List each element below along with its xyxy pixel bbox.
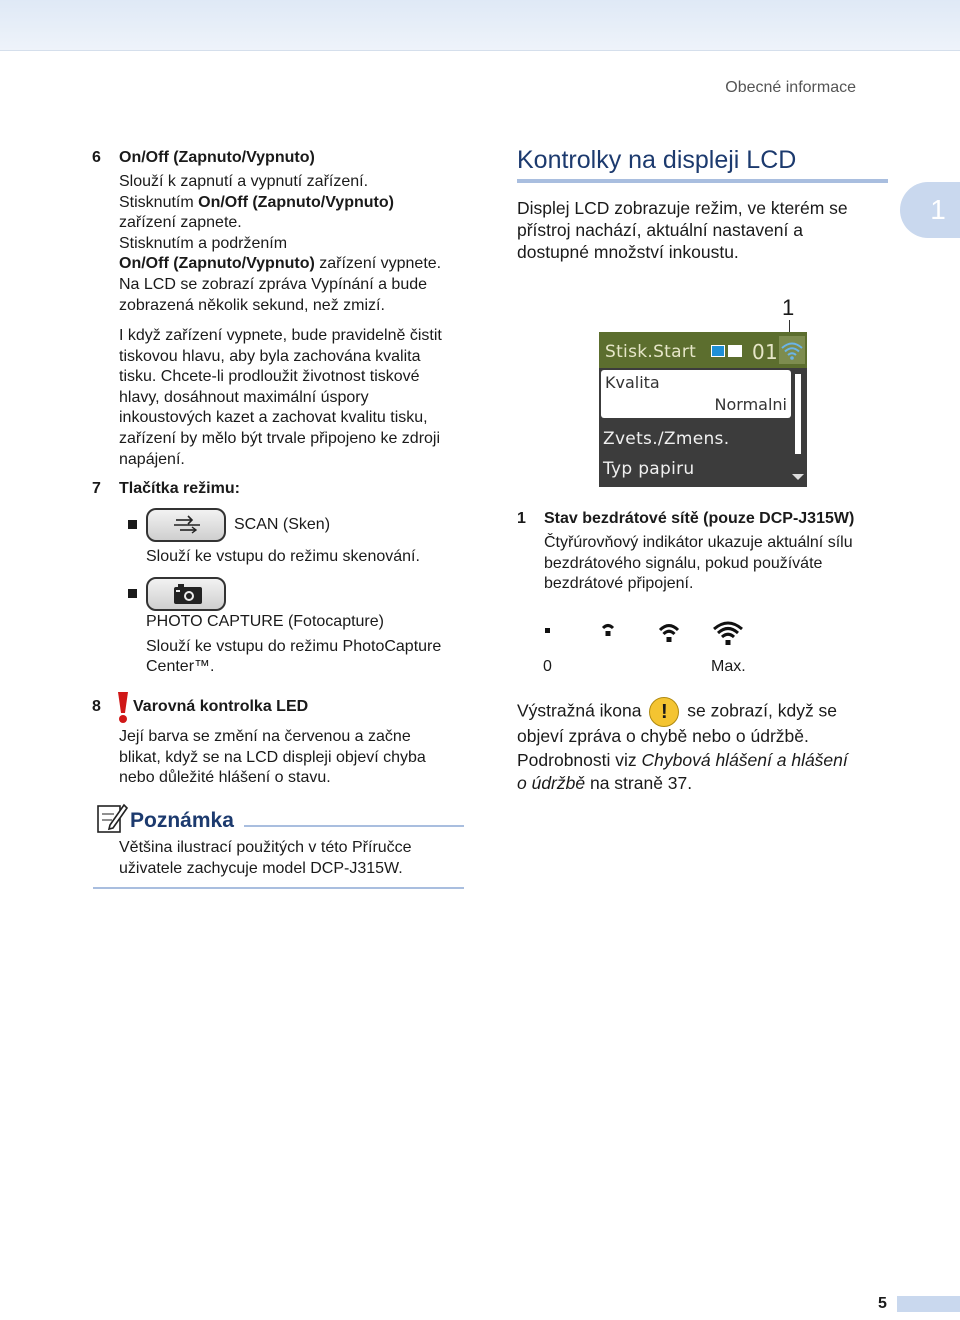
- lcd-menu-item: Typ papiru: [603, 459, 695, 479]
- warning-line: Výstražná ikona ! se zobrazí, když se: [517, 697, 848, 725]
- item-6-number: 6: [92, 149, 101, 166]
- item-1-body: Čtyřúrovňový indikátor ukazuje aktuální sílu bezdrátového signálu, pokud používáte bezdrátové připojení.: [544, 534, 853, 593]
- bullet-square: [128, 589, 137, 598]
- item-6-line: Slouží k zapnutí a vypnutí zařízení.: [119, 173, 369, 190]
- item-1-title: Stav bezdrátové sítě (pouze DCP-J315W): [544, 510, 855, 527]
- warning-line: Podrobnosti viz Chybová hlášení a hlášení: [517, 749, 848, 770]
- note-title-rule: [244, 825, 464, 827]
- chapter-tab: [900, 182, 960, 238]
- item-6-title: On/Off (Zapnuto/Vypnuto): [119, 149, 315, 166]
- signal-level-3-icon: [714, 623, 742, 645]
- item-7-number: 7: [92, 480, 101, 497]
- ink-black-indicator: [728, 345, 742, 357]
- warning-icon: !: [649, 697, 679, 727]
- scan-description: Slouží ke vstupu do režimu skenování.: [146, 548, 420, 565]
- lcd-row-label: Kvalita: [605, 373, 660, 392]
- scan-icon: [148, 510, 224, 540]
- item-6-line: zařízení zapnete.: [119, 214, 242, 232]
- item-6-line: zobrazená několik sekund, než zmizí.: [119, 296, 385, 314]
- item-6-paragraph: I když zařízení vypnete, bude pravidelně čistit tiskovou hlavu, aby byla zachována kvalita tisku. Chcete-li prodloužit životnost tiskové hlavy, dosáhnout maximální úspory inkoustových kazet a zachovat kvalitu tisku, zařízení by mělo být trvale připojeno ke zdroji napájení.: [119, 327, 442, 468]
- photo-capture-button: [146, 577, 226, 611]
- item-8-number: 8: [92, 698, 101, 715]
- lcd-scrollbar: [795, 374, 801, 454]
- photo-capture-label: PHOTO CAPTURE (Fotocapture): [146, 613, 384, 630]
- signal-levels: [542, 620, 752, 659]
- wifi-status-box: [779, 336, 805, 364]
- running-header: Obecné informace: [725, 79, 856, 96]
- pencil-note-icon: [96, 801, 128, 842]
- item-8-body: Její barva se změní na červenou a začne blikat, když se na LCD displeji objeví chyba nebo důležité hlášení o stavu.: [119, 728, 426, 787]
- lcd-copies: 01: [752, 340, 779, 364]
- warning-paragraph: [517, 697, 848, 796]
- heading-rule: [517, 179, 888, 183]
- lcd-scroll-arrow-icon: [792, 474, 804, 480]
- led-warning-icon: [115, 691, 131, 732]
- item-6-body: [119, 172, 441, 316]
- signal-max-label: Max.: [711, 658, 746, 675]
- item-7-title: Tlačítka režimu:: [119, 480, 240, 497]
- warning-line: o údržbě na straně 37.: [517, 773, 693, 793]
- lcd-mode-text: Stisk.Start: [605, 342, 697, 362]
- item-6-line: Stisknutím a podržením: [119, 234, 288, 252]
- wifi-icon: [779, 336, 805, 364]
- note-body: Většina ilustrací použitých v této Příručce uživatele zachycuje model DCP-J315W.: [119, 839, 412, 877]
- item-1-number: 1: [517, 510, 526, 527]
- photo-capture-text: PHOTO CAPTURE (Fotocapture) Slouží ke vstupu do režimu PhotoCapture Center™.: [146, 613, 442, 676]
- page-number: 5: [878, 1295, 887, 1312]
- chapter-number: 1: [930, 194, 946, 225]
- item-6-line: Stisknutím On/Off (Zapnuto/Vypnuto): [119, 193, 394, 211]
- lcd-selected-row: [601, 370, 791, 418]
- page-top-band: [0, 0, 960, 51]
- intro-paragraph: Displej LCD zobrazuje režim, ve kterém se přístroj nachází, aktuální nastavení a dostupné množství inkoustu.: [517, 198, 848, 262]
- scan-label: SCAN (Sken): [234, 516, 331, 533]
- ink-cyan-indicator: [711, 345, 725, 357]
- signal-level-0-icon: [545, 628, 550, 633]
- bullet-square: [128, 520, 137, 529]
- note-title: Poznámka: [130, 809, 234, 832]
- page-number-bar: [897, 1296, 960, 1312]
- signal-min-label: 0: [543, 658, 552, 675]
- item-8-title: Varovná kontrolka LED: [133, 698, 309, 715]
- lcd-display: [599, 332, 807, 487]
- callout-number: 1: [782, 295, 795, 320]
- item-6-line: Na LCD se zobrazí zpráva Vypínání a bude: [119, 275, 428, 293]
- note-bottom-rule: [93, 887, 464, 889]
- camera-icon: [148, 579, 224, 609]
- section-heading: Kontrolky na displeji LCD: [517, 146, 797, 174]
- lcd-status-bar: [599, 332, 807, 368]
- item-6-line: On/Off (Zapnuto/Vypnuto) zařízení vypnete.: [119, 255, 442, 273]
- scan-button: [146, 508, 226, 542]
- lcd-row-value: Normalni: [714, 395, 787, 414]
- lcd-menu-item: Zvets./Zmens.: [603, 429, 730, 449]
- warning-line: objeví zpráva o chybě nebo o údržbě.: [517, 726, 809, 746]
- signal-level-2-icon: [660, 626, 678, 643]
- signal-level-1-icon: [603, 626, 613, 637]
